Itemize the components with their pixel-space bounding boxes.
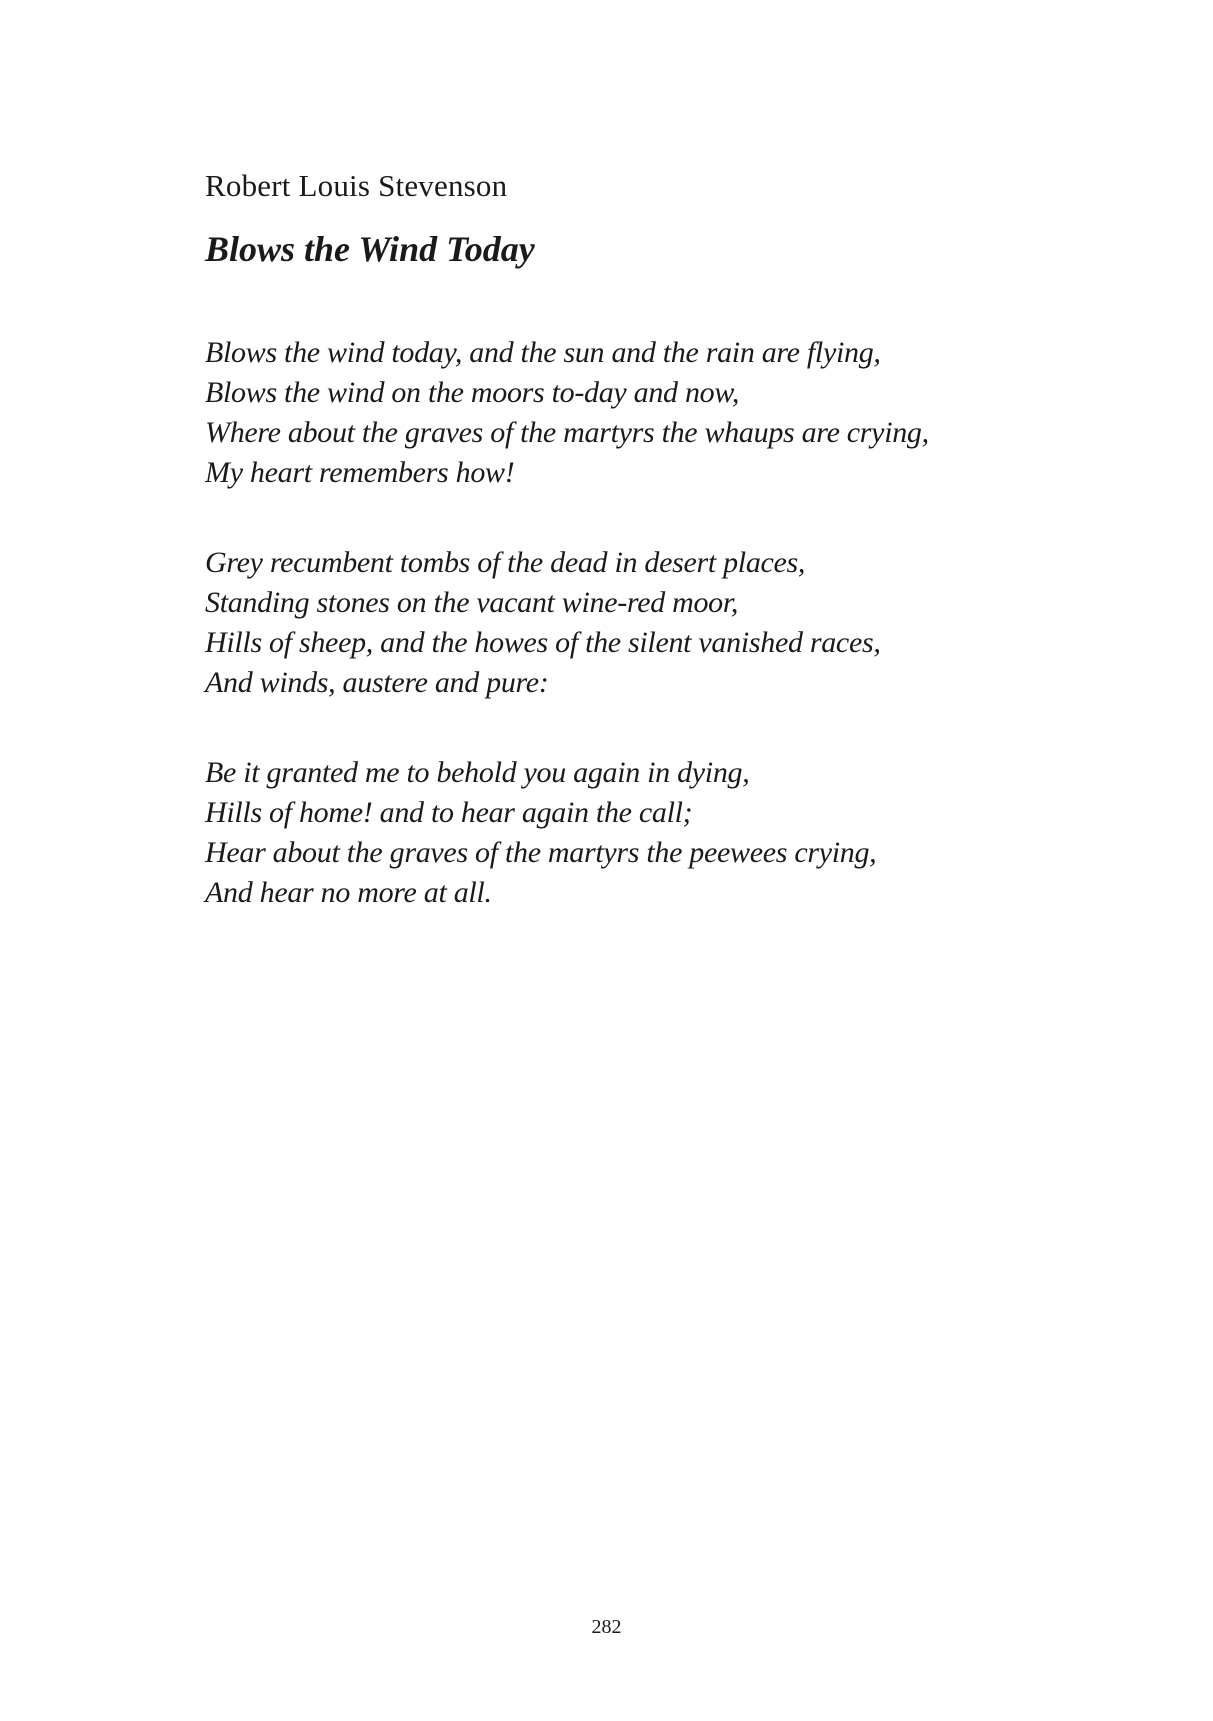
poem-line: Grey recumbent tombs of the dead in desert places, <box>205 546 806 579</box>
stanza-2 <box>205 543 1105 703</box>
poem-line: Be it granted me to behold you again in dying, <box>205 756 750 789</box>
stanza-3 <box>205 753 1105 913</box>
poem-line: Where about the graves of the martyrs the whaups are crying, <box>205 416 929 449</box>
stanza-1 <box>205 333 1105 493</box>
page-number: 282 <box>591 1616 622 1638</box>
poem-line: Standing stones on the vacant wine-red moor, <box>205 586 739 619</box>
author-name: Robert Louis Stevenson <box>205 168 508 203</box>
poem-body <box>205 333 1105 963</box>
poem-line: Blows the wind on the moors to-day and now, <box>205 376 740 409</box>
poem-line: Hear about the graves of the martyrs the peewees crying, <box>205 836 877 869</box>
poem-line: Blows the wind today, and the sun and the rain are flying, <box>205 336 881 369</box>
poem-line: Hills of sheep, and the howes of the silent vanished races, <box>205 626 881 659</box>
poem-line: And hear no more at all. <box>205 876 492 909</box>
poem-line: And winds, austere and pure: <box>205 666 549 699</box>
poem-line: Hills of home! and to hear again the call; <box>205 796 693 829</box>
poem-title: Blows the Wind Today <box>205 229 535 269</box>
poem-line: My heart remembers how! <box>205 456 515 489</box>
